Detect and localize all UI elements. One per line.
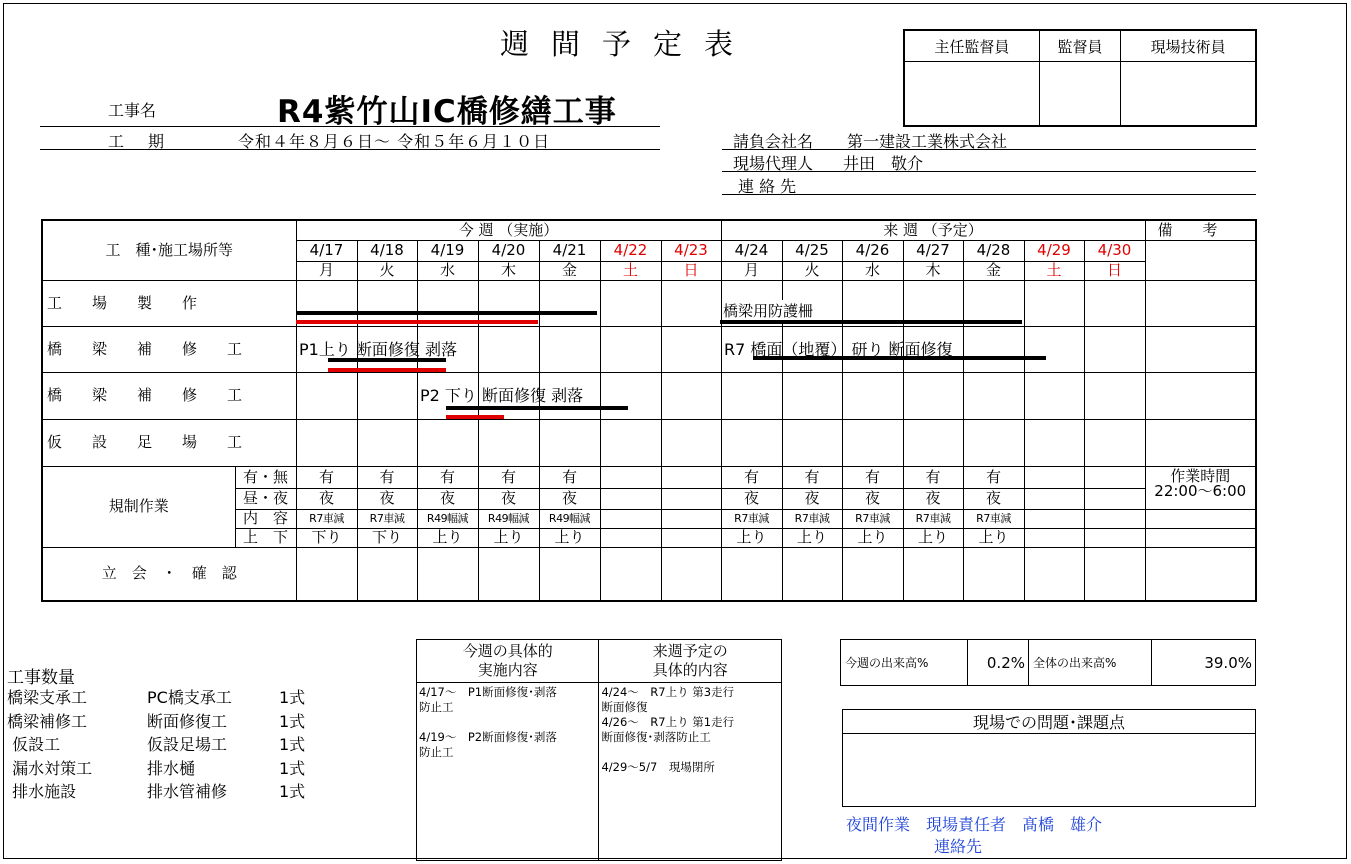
company-label: 請負会社名 [733, 132, 814, 151]
stamp-box [1121, 62, 1256, 126]
quantity-category: 橋梁補修工 [7, 711, 88, 731]
regulation-cell: 夜 [782, 488, 842, 509]
regulation-cell: 有 [417, 466, 478, 488]
regulation-cell [661, 528, 721, 547]
project-name: R4紫竹山IC橋修繕工事 [277, 94, 617, 130]
remarks-cell [1145, 509, 1256, 528]
regulation-cell: R49幅減 [417, 509, 478, 528]
regulation-cell: 上り [417, 528, 478, 547]
task-row [42, 326, 1256, 372]
quantity-row [7, 733, 305, 757]
date-cell: 4/28 [963, 240, 1024, 261]
weekday-cell: 水 [842, 261, 903, 280]
quantity-row [7, 757, 305, 781]
schedule-table [41, 219, 1257, 602]
weekday-cell: 火 [357, 261, 417, 280]
quantity-amount: 1式 [279, 711, 306, 731]
quantity-category: 橋梁支承工 [7, 688, 88, 707]
weekday-cell: 金 [539, 261, 600, 280]
task-label: 橋 梁 補 修 工 [42, 372, 296, 419]
this-week-header: 今 週 （実施） [296, 220, 721, 240]
issues-table [842, 709, 1256, 807]
task-text: R7 橋面（地覆） 研り 断面修復 [724, 340, 953, 359]
weekday-cell: 火 [782, 261, 842, 280]
this-week-progress-label: 今週の出来高% [841, 640, 968, 686]
next-week-header: 来 週 （予定） [721, 220, 1145, 240]
quantity-item: PC橋支承工 [147, 688, 232, 707]
date-cell: 4/26 [842, 240, 903, 261]
progress-table [840, 639, 1256, 686]
night-work-contact: 夜間作業 現場責任者 髙橋 雄介 [846, 815, 1103, 834]
quantity-amount: 1式 [279, 782, 306, 801]
remarks-cell [1145, 528, 1256, 547]
quantity-item: 排水樋 [147, 758, 196, 778]
stamp-box [1039, 62, 1121, 126]
regulation-cell: 有 [782, 466, 842, 488]
weekday-cell: 月 [296, 261, 357, 280]
date-cell: 4/21 [539, 240, 600, 261]
weekday-cell: 木 [478, 261, 539, 280]
approval-header: 主任監督員 [905, 31, 1040, 62]
period-label: 工 期 [108, 132, 169, 151]
this-week-details-header: 今週の具体的 実施内容 [417, 640, 599, 683]
task-label: 橋 梁 補 修 工 [42, 326, 296, 372]
regulation-cell: 夜 [842, 488, 903, 509]
regulation-cell: 下り [357, 528, 417, 547]
issues-header: 現場での問題･課題点 [843, 710, 1256, 734]
task-row [42, 419, 1256, 466]
witness-label: 立 会 ・ 確 認 [42, 547, 296, 601]
details-table [416, 639, 782, 861]
date-cell: 4/22 [600, 240, 661, 261]
issues-body [843, 734, 1256, 807]
regulation-cell: 夜 [903, 488, 963, 509]
approval-table [903, 29, 1257, 127]
task-row [42, 280, 1256, 326]
date-cell: 4/25 [782, 240, 842, 261]
regulation-cell: 有 [963, 466, 1024, 488]
regulation-cell: 夜 [357, 488, 417, 509]
task-text: 橋梁用防護柵 [723, 302, 814, 320]
divider [40, 126, 660, 127]
regulation-cell: 下り [296, 528, 357, 547]
regulation-sub-label: 内 容 [235, 509, 296, 528]
regulation-cell: 上り [721, 528, 782, 547]
weekday-cell: 月 [721, 261, 782, 280]
weekday-cell: 日 [661, 261, 721, 280]
approval-header: 監督員 [1039, 31, 1121, 62]
date-cell: 4/18 [357, 240, 417, 261]
task-label: 工 場 製 作 [42, 280, 296, 326]
weekday-cell: 土 [1024, 261, 1084, 280]
regulation-presence-row [42, 466, 1256, 488]
regulation-cell: 上り [842, 528, 903, 547]
agent-name: 井田 敬介 [843, 154, 924, 173]
regulation-cell [1084, 528, 1145, 547]
weekday-cell: 土 [600, 261, 661, 280]
quantities-list [7, 686, 305, 804]
next-week-details-header: 来週予定の 具体的内容 [599, 640, 782, 683]
regulation-cell: 上り [539, 528, 600, 547]
divider [722, 149, 1256, 150]
quantity-category: 仮設工 [7, 735, 61, 754]
quantity-amount: 1式 [279, 758, 306, 778]
regulation-cell: 夜 [963, 488, 1024, 509]
date-cell: 4/30 [1084, 240, 1145, 261]
quantity-category: 排水施設 [7, 782, 77, 801]
regulation-cell [661, 466, 721, 488]
quantity-category: 漏水対策工 [7, 758, 93, 778]
remarks-cell [1145, 240, 1256, 280]
regulation-cell: 有 [721, 466, 782, 488]
date-cell: 4/29 [1024, 240, 1084, 261]
schedule-bar-planned [296, 311, 597, 315]
night-work-contact-label: 連絡先 [934, 837, 983, 856]
schedule-bar-planned [720, 320, 1022, 324]
regulation-sub-label: 有・無 [235, 466, 296, 488]
regulation-cell [600, 466, 661, 488]
task-row [42, 372, 1256, 419]
agent-label: 現場代理人 [733, 154, 814, 173]
contact-label: 連 絡 先 [738, 177, 797, 196]
weekday-cell: 日 [1084, 261, 1145, 280]
company-name: 第一建設工業株式会社 [847, 132, 1008, 151]
date-cell: 4/24 [721, 240, 782, 261]
remarks-header: 備 考 [1145, 220, 1256, 240]
next-week-details-text: 4/24～ R7上り 第3走行 断面修復 4/26～ R7上り 第1走行 断面修復･剥落防止工 4/29～5/7 現場閉所 [599, 683, 782, 861]
quantity-row [7, 710, 305, 734]
task-text: P2 下り 断面修復 剥落 [420, 386, 584, 405]
row-header: 工 種･施工場所等 [42, 220, 296, 280]
regulation-cell: R7車減 [721, 509, 782, 528]
quantity-row [7, 780, 305, 804]
regulation-cell: R7車減 [903, 509, 963, 528]
quantities-title: 工事数量 [7, 668, 75, 688]
date-cell: 4/23 [661, 240, 721, 261]
divider [722, 194, 1256, 195]
regulation-cell: 上り [963, 528, 1024, 547]
schedule-bar-planned [328, 358, 446, 362]
regulation-cell [1024, 488, 1084, 509]
date-cell: 4/19 [417, 240, 478, 261]
quantity-item: 仮設足場工 [147, 735, 228, 754]
schedule-bar-actual [328, 368, 446, 372]
weekday-cell: 金 [963, 261, 1024, 280]
regulation-cell: 有 [357, 466, 417, 488]
witness-row [42, 547, 1256, 601]
quantity-item: 排水管補修 [147, 782, 228, 801]
schedule-bar-planned [446, 406, 628, 410]
regulation-cell [600, 509, 661, 528]
work-time-cell [1145, 466, 1256, 509]
quantity-row [7, 686, 305, 710]
regulation-cell [1084, 509, 1145, 528]
task-text: P1上り 断面修復 剥落 [299, 340, 458, 359]
weekday-cell: 木 [903, 261, 963, 280]
page-title: 週間予定表 [500, 27, 756, 61]
regulation-cell [600, 488, 661, 509]
regulation-cell: 有 [296, 466, 357, 488]
regulation-cell: 夜 [417, 488, 478, 509]
regulation-label: 規制作業 [42, 466, 235, 547]
regulation-cell: 上り [478, 528, 539, 547]
this-week-details-text: 4/17～ P1断面修復･剥落 防止工 4/19～ P2断面修復･剥落 防止工 [417, 683, 599, 861]
regulation-cell: R7車減 [963, 509, 1024, 528]
divider [40, 149, 660, 150]
regulation-cell: R7車減 [357, 509, 417, 528]
schedule-bar-actual [296, 320, 538, 324]
regulation-cell: 有 [903, 466, 963, 488]
regulation-cell [1084, 466, 1145, 488]
regulation-cell: R49幅減 [539, 509, 600, 528]
approval-header: 現場技術員 [1121, 31, 1256, 62]
this-week-progress-value: 0.2% [968, 640, 1029, 686]
project-name-label: 工事名 [108, 101, 157, 120]
regulation-cell [1024, 466, 1084, 488]
regulation-cell: 有 [539, 466, 600, 488]
regulation-sub-label: 昼・夜 [235, 488, 296, 509]
regulation-cell: 夜 [721, 488, 782, 509]
regulation-cell: 夜 [296, 488, 357, 509]
regulation-cell: 夜 [539, 488, 600, 509]
quantity-amount: 1式 [279, 735, 306, 754]
regulation-cell: 有 [842, 466, 903, 488]
quantity-item: 断面修復工 [147, 711, 228, 731]
period-value: 令和４年８月６日～ 令和５年６月１０日 [238, 132, 551, 151]
date-cell: 4/17 [296, 240, 357, 261]
quantity-amount: 1式 [279, 688, 306, 707]
regulation-sub-label: 上 下 [235, 528, 296, 547]
divider [722, 171, 1256, 172]
date-cell: 4/27 [903, 240, 963, 261]
regulation-cell [1024, 528, 1084, 547]
regulation-cell: 上り [782, 528, 842, 547]
regulation-cell [661, 509, 721, 528]
schedule-bar-planned [753, 356, 1046, 360]
regulation-cell [1084, 488, 1145, 509]
regulation-cell: 夜 [478, 488, 539, 509]
schedule-bar-actual [446, 415, 504, 419]
regulation-cell [600, 528, 661, 547]
stamp-box [905, 62, 1040, 126]
total-progress-label: 全体の出来高% [1029, 640, 1152, 686]
weekday-cell: 水 [417, 261, 478, 280]
task-label: 仮 設 足 場 工 [42, 419, 296, 466]
total-progress-value: 39.0% [1152, 640, 1256, 686]
regulation-cell: R7車減 [782, 509, 842, 528]
regulation-cell: 上り [903, 528, 963, 547]
regulation-cell: R49幅減 [478, 509, 539, 528]
work-time-value: 22:00～6:00 [1154, 481, 1247, 500]
regulation-cell: R7車減 [296, 509, 357, 528]
regulation-cell: R7車減 [842, 509, 903, 528]
regulation-cell [661, 488, 721, 509]
date-cell: 4/20 [478, 240, 539, 261]
regulation-cell [1024, 509, 1084, 528]
regulation-cell: 有 [478, 466, 539, 488]
work-time-label: 作業時間 [1170, 466, 1231, 485]
